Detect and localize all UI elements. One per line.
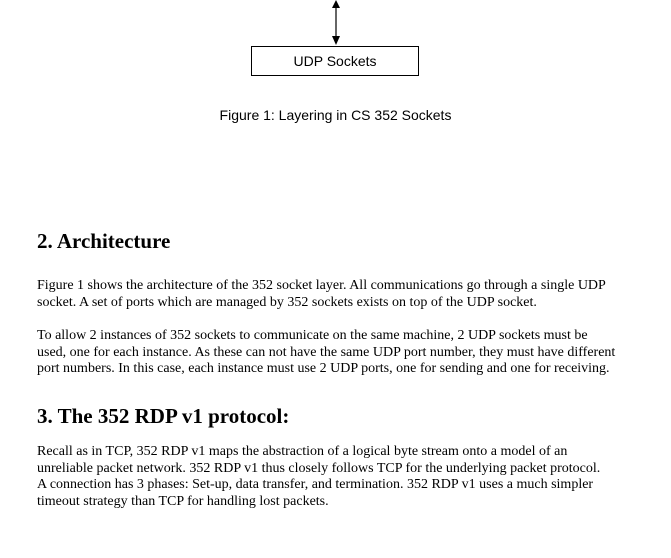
figure-caption: Figure 1: Layering in CS 352 Sockets: [219, 107, 452, 123]
section-heading-protocol: 3. The 352 RDP v1 protocol:: [37, 404, 290, 428]
bidirectional-arrow-icon: [329, 0, 343, 46]
udp-sockets-label: UDP Sockets: [293, 53, 377, 69]
protocol-paragraph-1: Recall as in TCP, 352 RDP v1 maps the abstraction of a logical byte stream onto a model of an unreliable packet network. 352 RDP v1 thus closely follows TCP for the underlying packet protocol. A connection has 3 phases: Set-up, data transfer, and termination. 352 RDP v1 uses a much simpler timeout strategy than TCP for handling lost packets.: [37, 444, 601, 509]
architecture-paragraph-2: To allow 2 instances of 352 sockets to communicate on the same machine, 2 UDP sockets must be used, one for each instance. As these can not have the same UDP port number, they must have different port numbers. In this case, each instance must use 2 UDP ports, one for sending and one for receiving.: [37, 328, 616, 377]
section-heading-architecture: 2. Architecture: [37, 229, 171, 253]
architecture-paragraph-1: Figure 1 shows the architecture of the 352 socket layer. All communications go through a single UDP socket. A set of ports which are managed by 352 sockets exists on top of the UDP socket.: [37, 278, 606, 310]
udp-sockets-box: [251, 46, 419, 76]
